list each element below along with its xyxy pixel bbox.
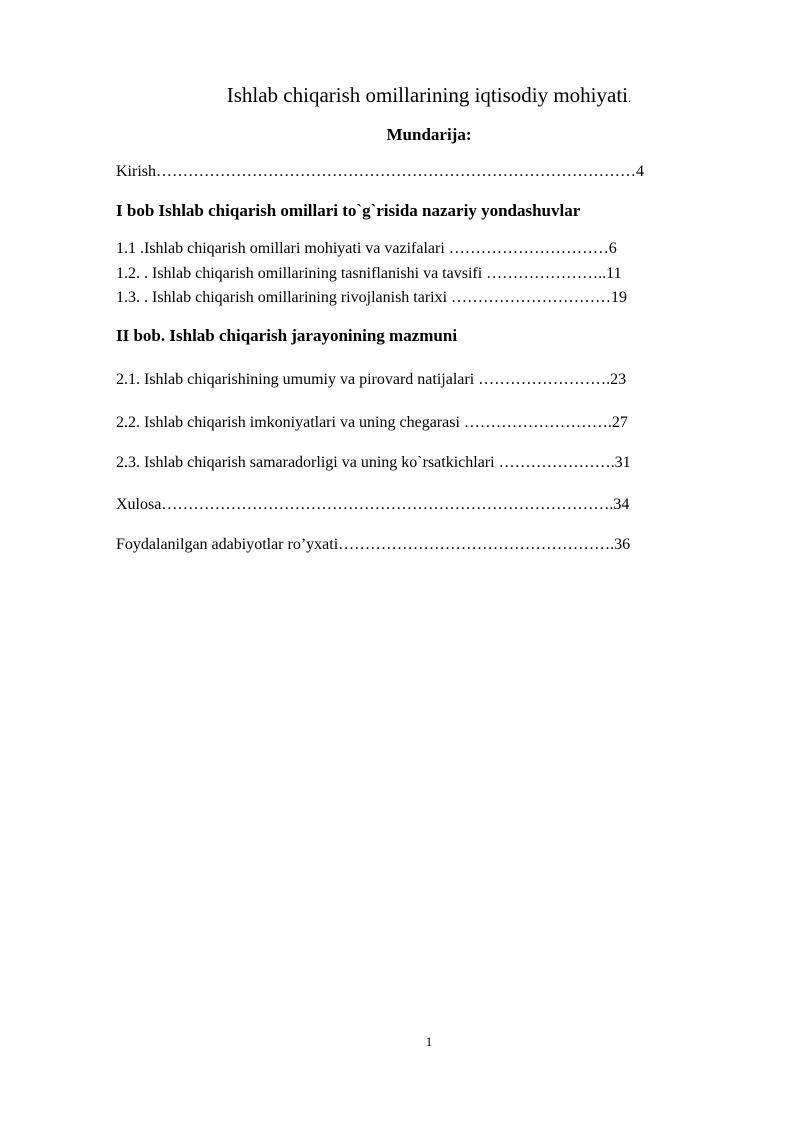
document-title — [0, 82, 800, 111]
toc-entry-1-1: 1.1 .Ishlab chiqarish omillari mohiyati va vazifalari …………………………6 — [116, 240, 617, 257]
toc-entry-1-2: 1.2. . Ishlab chiqarish omillarining tasniflanishi va tavsifi …………………..11 — [116, 265, 622, 282]
page-number: 1 — [425, 1034, 433, 1049]
toc-entry-2-1: 2.1. Ishlab chiqarishining umumiy va pirovard natijalari …………………….23 — [116, 371, 627, 388]
toc-entry-2-2: 2.2. Ishlab chiqarish imkoniyatlari va uning chegarasi ……………………….27 — [116, 414, 628, 431]
toc-entry-conclusion: Xulosa………………………………………………………………………….34 — [116, 496, 630, 513]
toc-entry-references: Foydalanilgan adabiyotlar ro’yxati…………………………………………….36 — [116, 536, 631, 553]
toc-chapter-2: II bob. Ishlab chiqarish jarayonining mazmuni — [116, 326, 458, 345]
toc-entry-intro: Kirish………………………………………………………………………………4 — [116, 163, 644, 180]
toc-entry-1-3: 1.3. . Ishlab chiqarish omillarining rivojlanish tarixi …………………………19 — [116, 289, 628, 306]
toc-chapter-1: I bob Ishlab chiqarish omillari to`g`risida nazariy yondashuvlar — [116, 201, 581, 220]
toc-entry-2-3: 2.3. Ishlab chiqarish samaradorligi va uning ko`rsatkichlari ………………….31 — [116, 454, 631, 471]
toc-heading: Mundarija: — [386, 125, 472, 144]
document-title-text: Ishlab chiqarish omillarining iqtisodiy mohiyati — [226, 83, 629, 107]
document-title-period: . — [628, 90, 632, 105]
